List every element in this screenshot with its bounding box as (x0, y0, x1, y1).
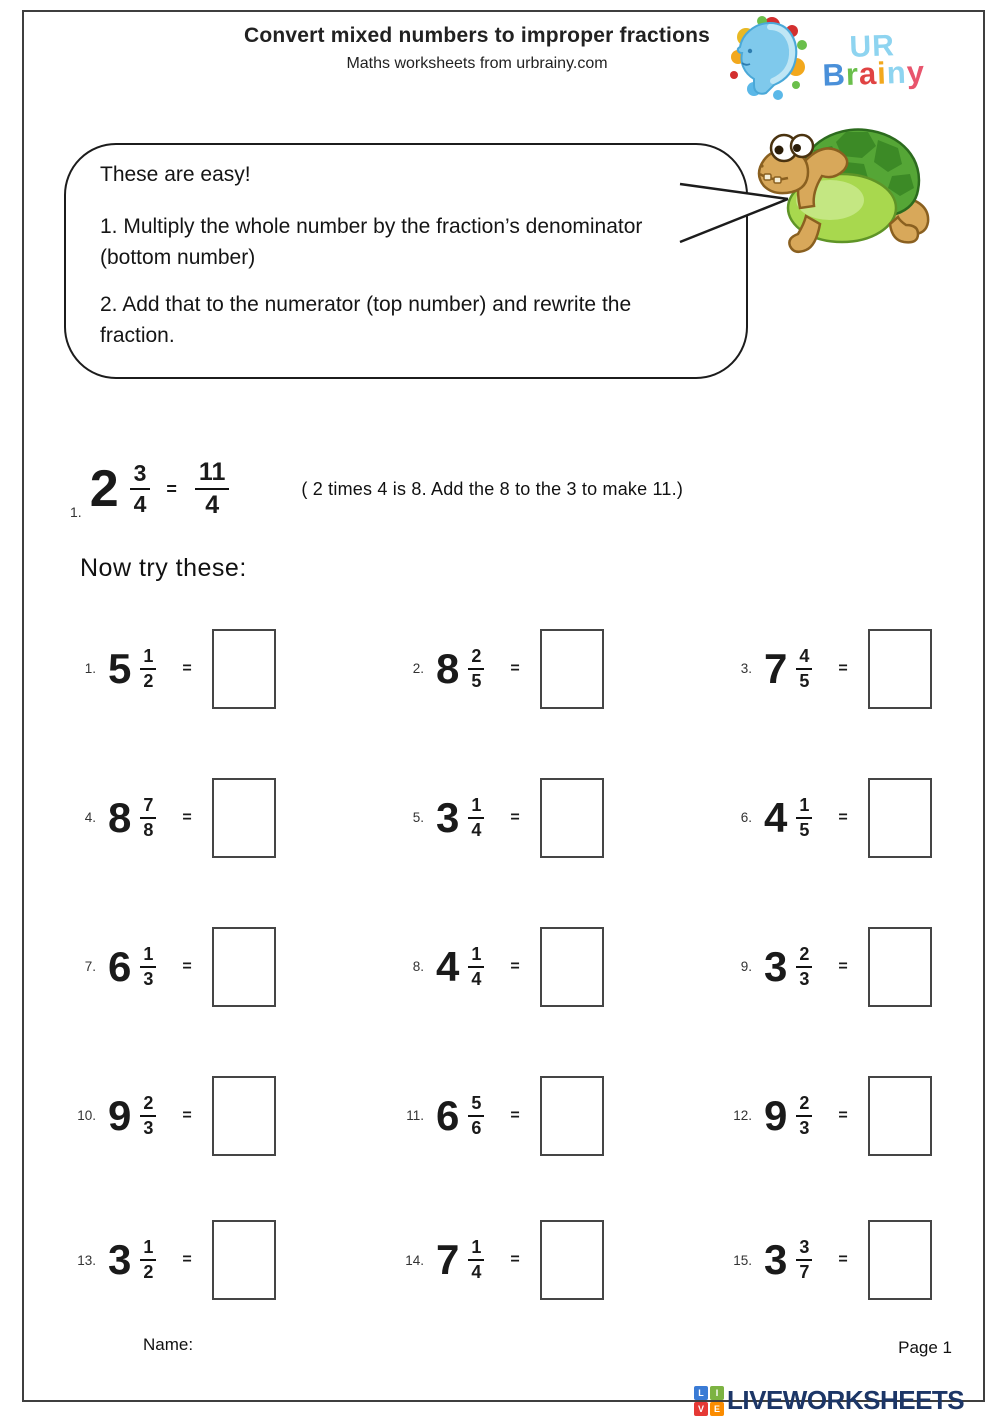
problem-item (394, 892, 722, 1041)
brand-letter: n (886, 54, 908, 91)
problem-item (394, 594, 722, 743)
brand-letter: r (845, 56, 860, 92)
problem-fraction (140, 1093, 156, 1139)
problem-fraction-denominator: 4 (471, 968, 482, 989)
problem-fraction (796, 1237, 812, 1283)
problem-item (66, 892, 394, 1041)
page-title: Convert mixed numbers to improper fractions (243, 24, 711, 47)
answer-box[interactable] (540, 1076, 604, 1156)
example-whole-number: 2 (89, 460, 118, 518)
problem-fraction-numerator: 1 (468, 944, 484, 968)
problem-fraction (796, 1093, 812, 1139)
problem-equals-sign: = (838, 1106, 848, 1124)
problem-fraction-denominator: 4 (471, 1262, 482, 1282)
problem-item (66, 1041, 394, 1190)
problem-equals-sign: = (182, 808, 192, 826)
problem-number-label: 1. (84, 661, 96, 676)
problem-fraction-denominator: 3 (143, 968, 154, 989)
problem-fraction (796, 795, 812, 841)
problem-fraction-denominator: 5 (799, 819, 810, 840)
bubble-step-1: 1. Multiply the whole number by the fraction’s denominator (bottom number) (100, 214, 643, 269)
problem-item (66, 1190, 394, 1330)
problem-fraction (140, 944, 156, 990)
problem-fraction-numerator: 2 (468, 646, 484, 670)
problem-equals-sign: = (510, 1251, 520, 1268)
problem-whole-number: 9 (764, 1091, 787, 1139)
answer-box[interactable] (212, 1220, 276, 1300)
answer-box[interactable] (540, 1220, 604, 1300)
problem-equals-sign: = (510, 659, 520, 677)
problem-fraction (796, 646, 812, 692)
answer-box[interactable] (212, 927, 276, 1007)
answer-box[interactable] (868, 629, 932, 709)
problem-equals-sign: = (838, 957, 848, 975)
problem-fraction-numerator: 2 (796, 1093, 812, 1117)
problem-fraction-numerator: 1 (140, 944, 156, 968)
problem-equals-sign: = (182, 659, 192, 677)
problem-number-label: 5. (412, 810, 424, 825)
problem-fraction-numerator: 4 (796, 646, 812, 670)
problem-whole-number: 6 (436, 1091, 459, 1139)
problem-equals-sign: = (182, 1106, 192, 1124)
problem-number-label: 14. (405, 1252, 424, 1268)
problem-fraction-numerator: 5 (468, 1093, 484, 1117)
problem-number-label: 3. (740, 661, 752, 676)
brand-letter: y (906, 53, 926, 90)
answer-box[interactable] (212, 1076, 276, 1156)
problem-equals-sign: = (510, 1106, 520, 1124)
problem-fraction-numerator: 2 (796, 944, 812, 968)
problem-number-label: 2. (412, 661, 424, 676)
problem-fraction-denominator: 3 (143, 1117, 154, 1138)
example-problem (70, 444, 683, 534)
problem-fraction-numerator: 7 (140, 795, 156, 819)
problem-whole-number: 6 (108, 942, 131, 990)
problem-whole-number: 3 (764, 1236, 787, 1283)
liveworksheets-letter-tile: L (694, 1386, 708, 1400)
problem-fraction (468, 944, 484, 990)
bubble-intro: These are easy! (100, 163, 251, 186)
problem-fraction-denominator: 5 (799, 670, 810, 691)
answer-box[interactable] (868, 1076, 932, 1156)
problem-number-label: 7. (84, 959, 96, 974)
problem-fraction (796, 944, 812, 990)
problem-number-label: 13. (77, 1252, 96, 1268)
problem-fraction (140, 1237, 156, 1283)
brand-letter: i (876, 55, 888, 91)
problem-equals-sign: = (838, 1251, 848, 1268)
liveworksheets-letter-tile: E (710, 1402, 724, 1416)
problem-number-label: 12. (733, 1108, 752, 1123)
problem-whole-number: 3 (436, 793, 459, 841)
problem-fraction-numerator: 1 (468, 1237, 484, 1261)
problem-number-label: 6. (740, 810, 752, 825)
example-answer-numerator: 11 (195, 458, 229, 490)
problem-whole-number: 3 (108, 1236, 131, 1283)
problem-fraction-denominator: 6 (471, 1117, 482, 1138)
liveworksheets-wordmark: LIVEWORKSHEETS (727, 1385, 965, 1415)
problem-whole-number: 5 (108, 644, 131, 692)
problem-whole-number: 7 (436, 1236, 459, 1283)
problem-equals-sign: = (182, 957, 192, 975)
problem-number-label: 15. (733, 1252, 752, 1268)
answer-box[interactable] (540, 927, 604, 1007)
example-fraction (130, 460, 151, 518)
page-number-label: Page 1 (898, 1338, 952, 1357)
liveworksheets-letter-tile: I (710, 1386, 724, 1400)
bubble-step-2: 2. Add that to the numerator (top number) and rewrite the fraction. (100, 292, 632, 347)
problem-item (66, 743, 394, 892)
problem-item (394, 1190, 722, 1330)
brand-letter: B (821, 56, 847, 93)
urbrainy-logo (726, 14, 936, 106)
problem-fraction-denominator: 2 (143, 670, 154, 691)
problem-fraction-numerator: 1 (468, 795, 484, 819)
problem-item (394, 1041, 722, 1190)
answer-box[interactable] (868, 778, 932, 858)
problem-fraction-denominator: 3 (799, 1117, 810, 1138)
problem-whole-number: 9 (108, 1091, 131, 1139)
problems-grid (66, 594, 966, 1330)
example-equals-sign: = (166, 478, 177, 499)
problem-fraction (468, 1237, 484, 1283)
example-answer-denominator: 4 (205, 491, 220, 519)
urbrainy-brainy-text (821, 53, 926, 93)
problem-whole-number: 8 (436, 644, 459, 692)
liveworksheets-icon (694, 1386, 724, 1416)
example-explanation-note: ( 2 times 4 is 8. Add the 8 to the 3 to make 11.) (301, 478, 684, 499)
problem-number-label: 4. (84, 810, 96, 825)
urbrainy-wordmark (821, 28, 926, 93)
problem-whole-number: 3 (764, 942, 787, 990)
problem-fraction (140, 795, 156, 841)
problem-whole-number: 4 (436, 942, 459, 990)
problem-fraction-numerator: 3 (796, 1237, 812, 1261)
problem-equals-sign: = (510, 808, 520, 826)
name-label: Name: (143, 1335, 194, 1354)
urbrainy-head-icon (726, 15, 818, 105)
problem-fraction-numerator: 2 (140, 1093, 156, 1117)
problem-fraction (140, 646, 156, 692)
answer-box[interactable] (540, 778, 604, 858)
example-fraction-denominator: 4 (133, 491, 147, 517)
problem-fraction-denominator: 7 (799, 1262, 810, 1282)
answer-box[interactable] (868, 1220, 932, 1300)
answer-box[interactable] (212, 629, 276, 709)
brand-letter: a (858, 55, 878, 92)
answer-box[interactable] (212, 778, 276, 858)
speech-bubble-tail (640, 170, 810, 260)
problem-item (722, 1041, 960, 1190)
liveworksheets-logo (694, 1385, 964, 1416)
problem-whole-number: 8 (108, 793, 131, 841)
problem-item (722, 892, 960, 1041)
problem-whole-number: 7 (764, 644, 787, 692)
now-try-these-prompt: Now try these: (80, 554, 247, 582)
problem-number-label: 9. (740, 959, 752, 974)
liveworksheets-letter-tile: V (694, 1402, 708, 1416)
page-subtitle: Maths worksheets from urbrainy.com (346, 55, 608, 72)
problem-fraction-denominator: 3 (799, 968, 810, 989)
problem-fraction-denominator: 5 (471, 670, 482, 691)
example-fraction-numerator: 3 (130, 460, 151, 490)
problem-whole-number: 4 (764, 793, 787, 841)
problem-fraction-numerator: 1 (140, 1237, 156, 1261)
example-answer-fraction (195, 458, 229, 520)
problem-item (722, 1190, 960, 1330)
example-number-label: 1. (70, 504, 82, 520)
urbrainy-ur-text: UR (848, 28, 896, 64)
problem-fraction (468, 795, 484, 841)
problem-fraction-numerator: 1 (140, 646, 156, 670)
problem-number-label: 10. (77, 1108, 96, 1123)
problem-fraction-denominator: 4 (471, 819, 482, 840)
problem-fraction (468, 1093, 484, 1139)
problem-fraction-numerator: 1 (796, 795, 812, 819)
problem-equals-sign: = (838, 659, 848, 677)
problem-number-label: 8. (412, 959, 424, 974)
answer-box[interactable] (868, 927, 932, 1007)
problem-fraction-denominator: 2 (143, 1262, 154, 1282)
problem-item (66, 594, 394, 743)
problem-equals-sign: = (838, 808, 848, 826)
problem-item (722, 594, 960, 743)
problem-fraction (468, 646, 484, 692)
problem-equals-sign: = (510, 957, 520, 975)
problem-equals-sign: = (182, 1251, 192, 1268)
problem-item (394, 743, 722, 892)
problem-fraction-denominator: 8 (143, 819, 154, 840)
problem-number-label: 11. (406, 1108, 424, 1123)
answer-box[interactable] (540, 629, 604, 709)
problem-item (722, 743, 960, 892)
